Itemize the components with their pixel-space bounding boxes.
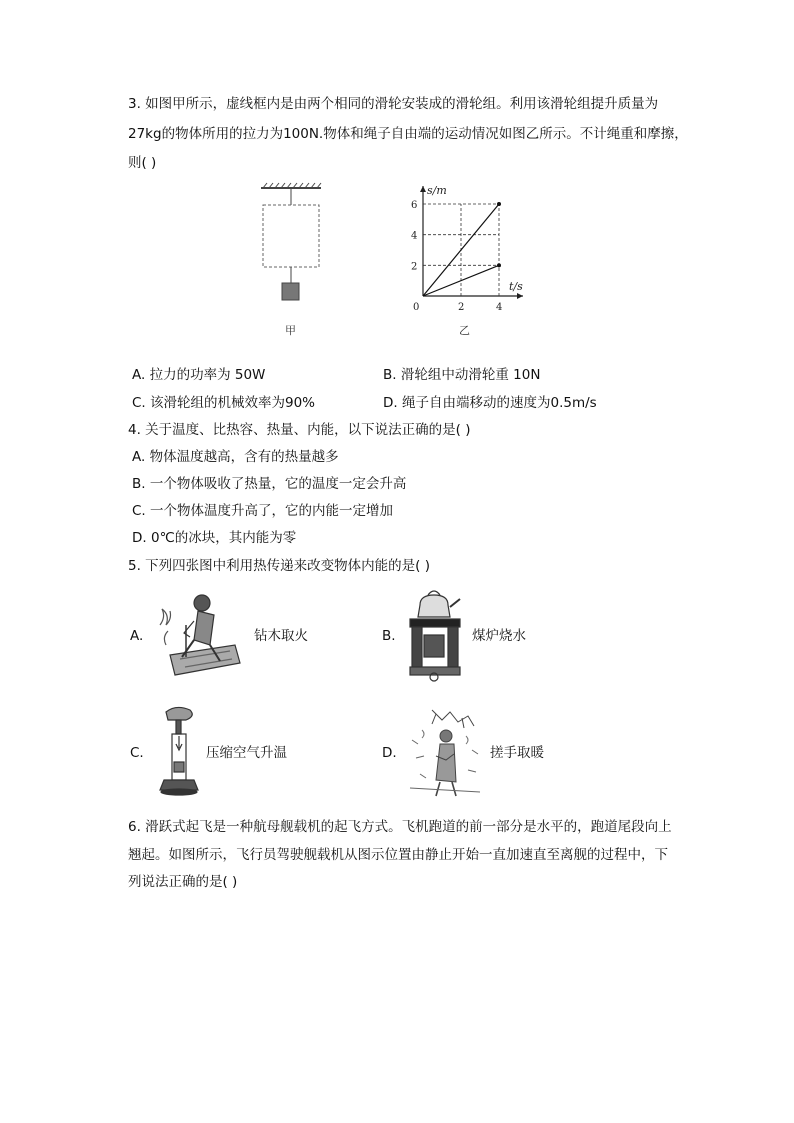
q6-stem-line2: 翘起。如图所示，飞行员驾驶舰载机从图示位置由静止开始一直加速直至离舰的过程中，下: [128, 847, 668, 863]
rubbing-hands-picture: [402, 700, 487, 800]
air-compression-picture: [152, 702, 207, 802]
q3-option-b: B. 滑轮组中动滑轮重 10N: [383, 367, 541, 383]
origin-label: 0: [413, 302, 420, 313]
q3-option-d: D. 绳子自由端移动的速度为0.5m/s: [383, 395, 597, 411]
q5-option-c-text: 压缩空气升温: [206, 745, 287, 761]
x-axis-arrow: [517, 293, 523, 299]
q4-option-c: C. 一个物体温度升高了，它的内能一定增加: [132, 503, 394, 519]
q3-stem-line3: 则( ): [128, 155, 157, 171]
pulley-figure: [255, 180, 335, 310]
y-axis-label: s/m: [427, 184, 447, 197]
q5-stem: 5. 下列四张图中利用热传递来改变物体内能的是( ): [128, 558, 430, 574]
coal-stove-picture: [402, 585, 467, 685]
series-endpoint-2: [497, 263, 501, 267]
q3-stem-line1: 3. 如图甲所示，虚线框内是由两个相同的滑轮安装成的滑轮组。利用该滑轮组提升质量为: [128, 96, 659, 112]
x-tick-label: 4: [496, 302, 503, 313]
q3-option-a: A. 拉力的功率为 50W: [132, 367, 266, 383]
q3-option-c: C. 该滑轮组的机械效率为90%: [132, 395, 316, 411]
q4-option-d: D. 0℃的冰块，其内能为零: [132, 530, 297, 546]
q5-option-a-text: 钻木取火: [254, 628, 308, 644]
q6-stem-line1: 6. 滑跃式起飞是一种航母舰载机的起飞方式。飞机跑道的前一部分是水平的，跑道尾段向上: [128, 819, 672, 835]
fig-yi-caption: 乙: [459, 324, 470, 337]
q5-option-d-letter: D.: [382, 745, 397, 761]
x-tick-label: 2: [458, 302, 465, 313]
s-t-graph: [395, 180, 545, 320]
y-tick-label: 6: [411, 200, 418, 211]
q5-option-c-letter: C.: [130, 745, 144, 761]
drill-wood-picture: [150, 585, 245, 680]
y-axis-arrow: [420, 186, 426, 192]
y-tick-label: 4: [411, 230, 418, 242]
series-endpoint-1: [497, 202, 501, 206]
fig-jia-caption: 甲: [285, 324, 296, 337]
q5-option-d-text: 搓手取暖: [490, 745, 544, 761]
q6-stem-line3: 列说法正确的是( ): [128, 874, 238, 890]
q4-stem: 4. 关于温度、比热容、热量、内能，以下说法正确的是( ): [128, 422, 471, 438]
q5-option-b-letter: B.: [382, 628, 396, 644]
q5-option-a-letter: A.: [130, 628, 144, 644]
y-tick-label: 2: [411, 261, 418, 273]
q5-option-b-text: 煤炉烧水: [472, 628, 526, 644]
q3-stem-line2: 27kg的物体所用的拉力为100N.物体和绳子自由端的运动情况如图乙所示。不计绳重和摩擦，: [128, 126, 688, 142]
x-axis-label: t/s: [509, 280, 523, 293]
series-line-1: [423, 204, 499, 296]
q4-option-a: A. 物体温度越高，含有的热量越多: [132, 449, 339, 465]
q4-option-b: B. 一个物体吸收了热量，它的温度一定会升高: [132, 476, 407, 492]
